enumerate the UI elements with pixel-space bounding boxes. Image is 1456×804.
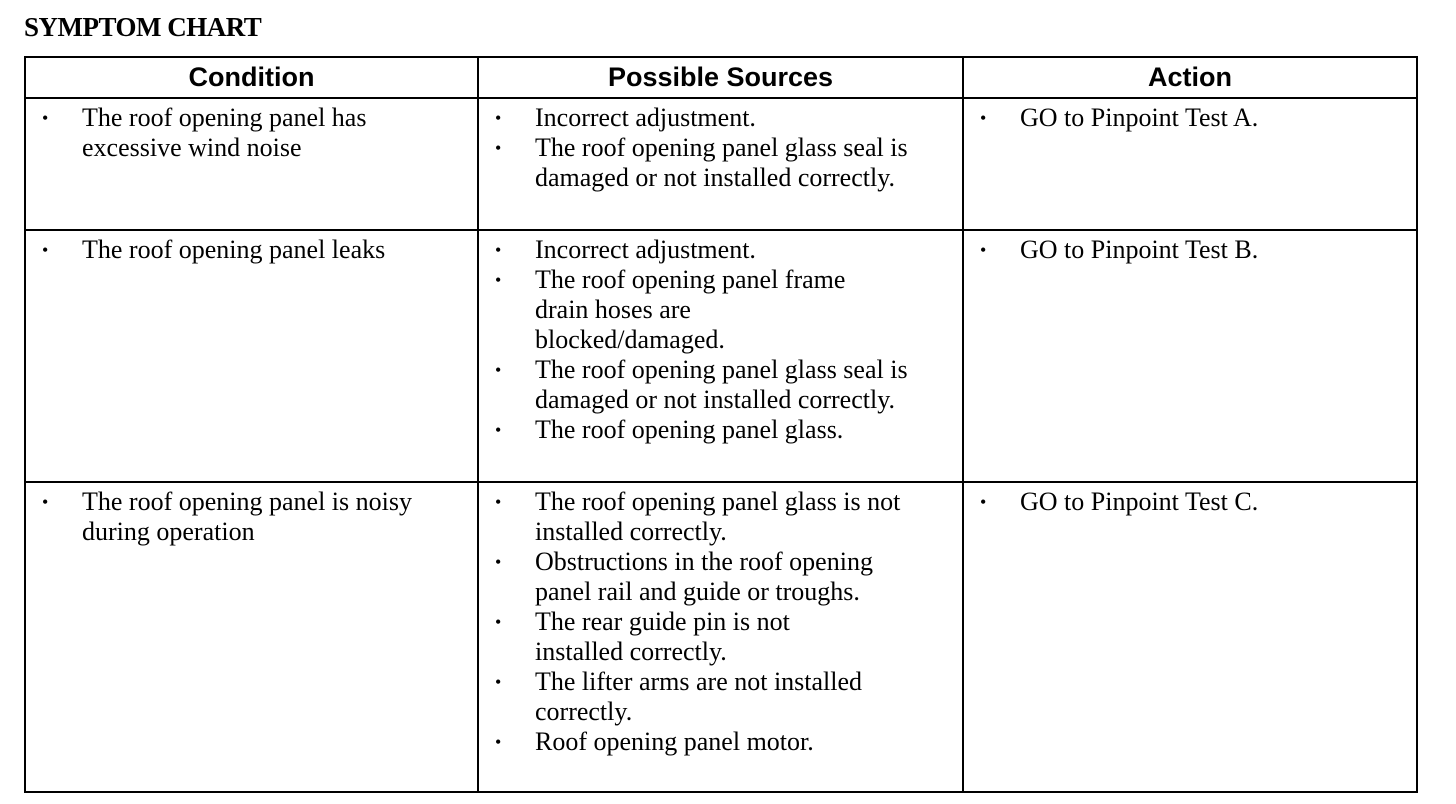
header-action: Action	[963, 57, 1417, 98]
header-row	[25, 57, 1417, 98]
action-text: GO to Pinpoint Test C.	[1020, 487, 1259, 516]
condition-cell	[25, 230, 478, 482]
source-item	[489, 133, 909, 193]
header-condition: Condition	[25, 57, 478, 98]
source-item	[489, 667, 909, 727]
condition-item	[36, 487, 469, 547]
condition-text: The roof opening panel is noisy during operation	[82, 487, 412, 546]
source-item	[489, 487, 909, 547]
bullet-icon: •	[495, 732, 502, 752]
source-text: The roof opening panel frame drain hoses are blocked/damaged.	[535, 265, 846, 354]
source-text: Incorrect adjustment.	[535, 235, 756, 264]
condition-cell	[25, 482, 478, 792]
action-cell	[963, 230, 1417, 482]
bullet-icon: •	[980, 108, 987, 128]
source-text: Incorrect adjustment.	[535, 103, 756, 132]
source-item	[489, 727, 909, 757]
source-text: Obstructions in the roof opening panel rail and guide or troughs.	[535, 547, 873, 606]
bullet-icon: •	[980, 492, 987, 512]
action-item	[974, 487, 1408, 517]
bullet-icon: •	[495, 420, 502, 440]
bullet-icon: •	[495, 138, 502, 158]
source-text: The roof opening panel glass.	[535, 415, 844, 444]
bullet-icon: •	[42, 492, 49, 512]
source-item	[489, 547, 909, 607]
action-cell	[963, 482, 1417, 792]
sources-cell	[478, 482, 963, 792]
condition-item	[36, 103, 469, 163]
condition-cell	[25, 98, 478, 230]
sources-cell	[478, 230, 963, 482]
bullet-icon: •	[495, 270, 502, 290]
bullet-icon: •	[495, 108, 502, 128]
bullet-icon: •	[42, 240, 49, 260]
condition-text: The roof opening panel leaks	[82, 235, 386, 264]
source-text: The roof opening panel glass is not installed correctly.	[535, 487, 901, 546]
source-item	[489, 607, 909, 667]
bullet-icon: •	[42, 108, 49, 128]
action-cell	[963, 98, 1417, 230]
condition-item	[36, 235, 469, 265]
bullet-icon: •	[495, 612, 502, 632]
action-text: GO to Pinpoint Test A.	[1020, 103, 1259, 132]
condition-text: The roof opening panel has excessive wind noise	[82, 103, 367, 162]
source-item	[489, 103, 909, 133]
action-item	[974, 103, 1408, 133]
source-item	[489, 265, 909, 355]
bullet-icon: •	[495, 672, 502, 692]
source-text: The lifter arms are not installed correctly.	[535, 667, 863, 726]
symptom-table	[24, 56, 1418, 793]
source-text: The roof opening panel glass seal is damaged or not installed correctly.	[535, 355, 908, 414]
bullet-icon: •	[495, 552, 502, 572]
bullet-icon: •	[980, 240, 987, 260]
bullet-icon: •	[495, 492, 502, 512]
bullet-icon: •	[495, 240, 502, 260]
source-text: The rear guide pin is not installed correctly.	[535, 607, 790, 666]
action-text: GO to Pinpoint Test B.	[1020, 235, 1259, 264]
source-item	[489, 235, 909, 265]
source-text: The roof opening panel glass seal is damaged or not installed correctly.	[535, 133, 908, 192]
bullet-icon: •	[495, 360, 502, 380]
source-text: Roof opening panel motor.	[535, 727, 814, 756]
sources-cell	[478, 98, 963, 230]
table-row	[25, 482, 1417, 792]
page-title: SYMPTOM CHART	[24, 12, 262, 42]
source-item	[489, 355, 909, 415]
table-row	[25, 230, 1417, 482]
source-item	[489, 415, 909, 445]
action-item	[974, 235, 1408, 265]
table-row	[25, 98, 1417, 230]
header-possible-sources: Possible Sources	[478, 57, 963, 98]
